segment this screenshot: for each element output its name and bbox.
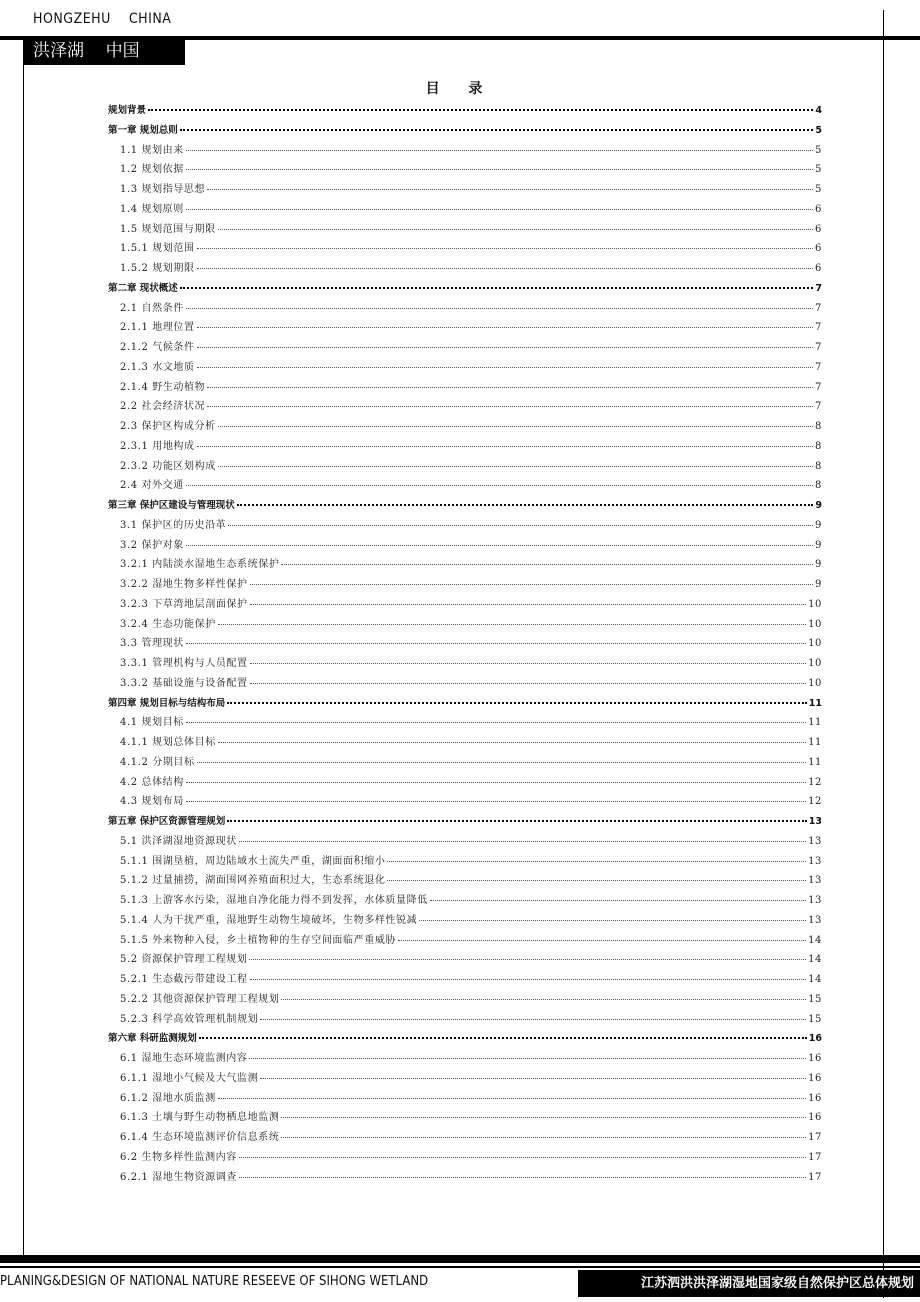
toc-section-entry[interactable] [108, 479, 822, 493]
toc-page-number: 16 [808, 1112, 822, 1124]
toc-dot-leader [249, 1057, 806, 1059]
toc-page-number: 11 [808, 697, 822, 709]
toc-page-number: 16 [808, 1053, 822, 1064]
toc-section-entry[interactable] [108, 1111, 822, 1125]
toc-section-entry[interactable] [108, 1013, 822, 1027]
toc-entry-label: 1.5.2 规划期限 [120, 263, 195, 274]
toc-dot-leader [281, 998, 806, 1000]
toc-dot-leader [218, 741, 806, 743]
toc-section-entry[interactable] [108, 618, 822, 632]
toc-entry-label: 2.1 自然条件 [120, 302, 184, 314]
toc-section-entry[interactable] [108, 341, 822, 355]
toc-section-entry[interactable] [108, 677, 822, 691]
toc-entry-label: 2.3.1 用地构成 [120, 440, 195, 452]
toc-entry-label: 4.1.1 规划总体目标 [120, 737, 216, 748]
toc-entry-label: 2.1.2 气候条件 [120, 342, 195, 353]
toc-dot-leader [186, 721, 806, 723]
toc-entry-label: 2.1.4 野生动植物 [120, 381, 206, 393]
toc-section-entry[interactable] [108, 460, 822, 474]
toc-dot-leader [218, 623, 806, 625]
toc-section-entry[interactable] [108, 183, 822, 197]
toc-entry-label: 4.1 规划目标 [120, 717, 184, 729]
toc-entry-label: 第四章 规划目标与结构布局 [108, 697, 226, 709]
toc-dot-leader [228, 524, 813, 526]
toc-page-number: 13 [808, 816, 822, 827]
footer-rule [0, 1255, 920, 1263]
toc-page-number: 13 [808, 875, 822, 887]
toc-dot-leader [250, 603, 806, 605]
toc-dot-leader [260, 1018, 806, 1020]
toc-entry-label: 6.2.1 湿地生物资源调查 [120, 1171, 238, 1183]
toc-dot-leader [281, 1116, 806, 1118]
toc-dot-leader [398, 939, 806, 941]
toc-dot-leader [186, 307, 813, 309]
toc-dot-leader [250, 583, 813, 585]
toc-page-number: 14 [808, 934, 822, 946]
toc-page-number: 13 [808, 914, 822, 926]
toc-dot-leader [148, 108, 813, 111]
toc-page-number: 6 [815, 263, 822, 274]
toc-entry-label: 4.1.2 分期目标 [120, 756, 195, 768]
toc-dot-leader [227, 701, 806, 704]
toc-dot-leader [387, 879, 806, 881]
toc-page-number: 11 [808, 756, 822, 768]
toc-entry-label: 4.2 总体结构 [120, 776, 184, 788]
toc-section-entry[interactable] [108, 874, 822, 888]
toc-entry-label: 5.1 洪泽湖湿地资源现状 [120, 835, 237, 847]
toc-section-entry[interactable] [108, 795, 822, 809]
toc-page-number: 5 [815, 184, 822, 195]
footer-chinese-title: 江苏泗洪洪泽湖湿地国家级自然保护区总体规划 [578, 1270, 920, 1297]
toc-section-entry[interactable] [108, 361, 822, 375]
toc-section-entry[interactable] [108, 953, 822, 967]
toc-page-number: 5 [815, 124, 822, 136]
toc-page-number: 8 [815, 460, 822, 472]
toc-page-number: 7 [815, 302, 822, 314]
toc-dot-leader [281, 563, 813, 565]
toc-entry-label: 1.4 规划原则 [120, 203, 184, 215]
toc-dot-leader [387, 860, 806, 862]
toc-entry-label: 3.2 保护对象 [120, 539, 184, 551]
toc-section-entry[interactable] [108, 558, 822, 572]
toc-chapter-entry[interactable] [108, 282, 822, 296]
toc-dot-leader [197, 326, 813, 328]
toc-page-number: 10 [808, 677, 822, 689]
toc-entry-label: 6.1.2 湿地水质监测 [120, 1092, 216, 1104]
toc-dot-leader [186, 642, 806, 644]
toc-dot-leader [186, 781, 806, 783]
toc-dot-leader [207, 188, 813, 190]
toc-section-entry[interactable] [108, 163, 822, 177]
toc-dot-leader [239, 1156, 806, 1158]
toc-section-entry[interactable] [108, 736, 822, 750]
toc-page-number: 17 [808, 1132, 822, 1143]
toc-section-entry[interactable] [108, 262, 822, 276]
toc-page-number: 17 [808, 1171, 822, 1183]
toc-entry-label: 5.2.1 生态截污带建设工程 [120, 974, 248, 985]
toc-dot-leader [218, 1097, 806, 1099]
toc-page-number: 4 [815, 105, 822, 116]
left-margin-line [23, 38, 24, 1256]
toc-section-entry[interactable] [108, 420, 822, 434]
toc-title: 目 录 [425, 81, 495, 97]
toc-dot-leader [186, 544, 813, 546]
toc-section-entry[interactable] [108, 894, 822, 908]
toc-section-entry[interactable] [108, 242, 822, 256]
toc-dot-leader [197, 267, 813, 269]
toc-entry-label: 第五章 保护区资源管理规划 [108, 816, 226, 827]
toc-section-entry[interactable] [108, 1131, 822, 1145]
toc-section-entry[interactable] [108, 716, 822, 730]
toc-page-number: 10 [808, 638, 822, 650]
toc-dot-leader [237, 503, 814, 506]
toc-section-entry[interactable] [108, 973, 822, 987]
toc-section-entry[interactable] [108, 657, 822, 671]
toc-section-entry[interactable] [108, 400, 822, 414]
toc-dot-leader [250, 682, 806, 684]
toc-entry-label: 2.2 社会经济状况 [120, 401, 206, 413]
toc-entry-label: 5.2.2 其他资源保护管理工程规划 [120, 993, 280, 1005]
toc-entry-label: 6.1 湿地生态环境监测内容 [120, 1053, 248, 1064]
toc-section-entry[interactable] [108, 598, 822, 612]
footer-english-title: PLANING&DESIGN OF NATIONAL NATURE RESEEVE OF SIHONG WETLAND [0, 1274, 429, 1289]
toc-page-number: 8 [815, 480, 822, 492]
toc-dot-leader [250, 978, 806, 980]
toc-entry-label: 3.2.3 下草湾地层剖面保护 [120, 598, 248, 610]
toc-dot-leader [239, 840, 806, 842]
toc-section-entry[interactable] [108, 1151, 822, 1165]
toc-entry-label: 1.5.1 规划范围 [120, 243, 195, 255]
toc-section-entry[interactable] [108, 776, 822, 790]
toc-page-number: 9 [815, 519, 822, 531]
toc-entry-label: 1.1 规划由来 [120, 144, 184, 156]
toc-entry-label: 2.1.1 地理位置 [120, 322, 195, 334]
toc-dot-leader [186, 149, 813, 151]
toc-dot-leader [218, 425, 813, 427]
footer-rule-thin [0, 1266, 920, 1268]
toc-section-entry[interactable] [108, 637, 822, 651]
toc-dot-leader [186, 800, 806, 802]
toc-dot-leader [186, 168, 813, 170]
toc-entry-label: 2.4 对外交通 [120, 480, 184, 492]
toc-page-number: 9 [815, 579, 822, 590]
toc-page-number: 6 [815, 243, 822, 255]
toc-page-number: 9 [815, 500, 822, 511]
toc-dot-leader [180, 286, 814, 289]
toc-page-number: 12 [808, 776, 822, 788]
toc-chapter-entry[interactable] [108, 1032, 822, 1046]
toc-page-number: 13 [808, 895, 822, 906]
toc-section-entry[interactable] [108, 835, 822, 849]
toc-dot-leader [197, 366, 813, 368]
toc-page-number: 6 [815, 203, 822, 215]
toc-section-entry[interactable] [108, 302, 822, 316]
toc-section-entry[interactable] [108, 440, 822, 454]
toc-dot-leader [260, 1077, 806, 1079]
toc-dot-leader [180, 128, 814, 131]
toc-page-number: 9 [815, 539, 822, 551]
toc-entry-label: 4.3 规划布局 [120, 796, 184, 808]
toc-page-number: 10 [808, 598, 822, 610]
toc-dot-leader [207, 386, 813, 388]
toc-section-entry[interactable] [108, 1092, 822, 1106]
toc-page-number: 14 [808, 974, 822, 985]
toc-page-number: 6 [815, 223, 822, 235]
toc-page-number: 17 [808, 1151, 822, 1163]
toc-page-number: 15 [808, 1013, 822, 1025]
toc-dot-leader [218, 228, 813, 230]
toc-dot-leader [281, 1136, 806, 1138]
toc-dot-leader [186, 484, 813, 486]
toc-entry-label: 5.2 资源保护管理工程规划 [120, 954, 248, 966]
toc-entry-label: 2.3 保护区构成分析 [120, 421, 216, 432]
toc-entry-label: 2.1.3 水文地质 [120, 361, 195, 373]
toc-entry-label: 5.1.5 外来物种入侵，乡土植物种的生存空间面临严重威胁 [120, 934, 397, 946]
toc-dot-leader [249, 958, 806, 960]
toc-page-number: 10 [808, 658, 822, 669]
toc-chapter-entry[interactable] [108, 499, 822, 513]
toc-page-number: 7 [815, 282, 822, 294]
toc-dot-leader [199, 1036, 807, 1039]
toc-page-number: 8 [815, 440, 822, 452]
toc-page-number: 7 [815, 322, 822, 334]
toc-dot-leader [197, 247, 813, 249]
toc-entry-label: 第二章 现状概述 [108, 282, 178, 294]
toc-entry-label: 6.2 生物多样性监测内容 [120, 1151, 237, 1163]
toc-page-number: 13 [808, 835, 822, 847]
toc-section-entry[interactable] [108, 519, 822, 533]
toc-chapter-entry[interactable] [108, 124, 822, 138]
toc-dot-leader [186, 208, 813, 210]
toc-page-number: 10 [808, 618, 822, 630]
toc-page-number: 16 [808, 1072, 822, 1084]
toc-section-entry[interactable] [108, 203, 822, 217]
toc-entry-label: 第一章 规划总则 [108, 124, 178, 136]
toc-section-entry[interactable] [108, 993, 822, 1007]
toc-chapter-entry[interactable] [108, 697, 822, 711]
toc-dot-leader [218, 465, 813, 467]
header-chinese-title: 洪泽湖 中国 [23, 38, 185, 65]
toc-entry-label: 6.1.4 生态环境监测评价信息系统 [120, 1132, 280, 1143]
toc-dot-leader [197, 761, 806, 763]
toc-entry-label: 1.2 规划依据 [120, 164, 184, 176]
toc-entry-label: 3.3.1 管理机构与人员配置 [120, 658, 248, 669]
toc-page-number: 7 [815, 381, 822, 393]
header-english-title: HONGZEHU CHINA [33, 11, 172, 27]
toc-section-entry[interactable] [108, 1072, 822, 1086]
toc-section-entry[interactable] [108, 1171, 822, 1185]
right-margin-line [883, 10, 884, 1298]
toc-entry-label: 3.2.4 生态功能保护 [120, 618, 216, 630]
toc-section-entry[interactable] [108, 223, 822, 237]
toc-chapter-entry[interactable] [108, 104, 822, 118]
toc-dot-leader [250, 662, 806, 664]
toc-page-number: 8 [815, 421, 822, 432]
toc-entry-label: 5.1.2 过量捕捞，湖面围网养殖面积过大，生态系统退化 [120, 875, 386, 887]
toc-section-entry[interactable] [108, 914, 822, 928]
toc-dot-leader [197, 346, 813, 348]
toc-dot-leader [207, 405, 813, 407]
toc-section-entry[interactable] [108, 934, 822, 948]
toc-page-number: 16 [808, 1033, 822, 1045]
toc-dot-leader [430, 899, 806, 901]
toc-section-entry[interactable] [108, 381, 822, 395]
toc-chapter-entry[interactable] [108, 815, 822, 829]
toc-entry-label: 1.3 规划指导思想 [120, 184, 206, 195]
toc-section-entry[interactable] [108, 578, 822, 592]
toc-section-entry[interactable] [108, 539, 822, 553]
toc-section-entry[interactable] [108, 144, 822, 158]
toc-page-number: 7 [815, 342, 822, 353]
toc-entry-label: 第三章 保护区建设与管理现状 [108, 500, 235, 511]
toc-page-number: 14 [808, 954, 822, 966]
toc-entry-label: 5.1.4 人为干扰严重，湿地野生动物生境破坏，生物多样性锐减 [120, 914, 418, 926]
toc-page-number: 5 [815, 144, 822, 156]
toc-entry-label: 2.3.2 功能区划构成 [120, 460, 216, 472]
toc-page-number: 9 [815, 559, 822, 571]
toc-page-number: 5 [815, 164, 822, 176]
toc-page-number: 7 [815, 361, 822, 373]
toc-dot-leader [419, 919, 806, 921]
toc-entry-label: 3.3.2 基础设施与设备配置 [120, 677, 248, 689]
toc-page-number: 7 [815, 401, 822, 413]
toc-entry-label: 5.2.3 科学高效管理机制规划 [120, 1013, 259, 1025]
toc-entry-label: 3.1 保护区的历史沿革 [120, 519, 227, 531]
toc-entry-label: 1.5 规划范围与期限 [120, 223, 216, 235]
toc-dot-leader [227, 819, 806, 822]
toc-entry-label: 规划背景 [108, 105, 147, 116]
toc-page-number: 15 [808, 993, 822, 1005]
toc-entry-label: 3.3 管理现状 [120, 638, 184, 650]
toc-page-number: 12 [808, 796, 822, 808]
toc-page-number: 11 [808, 717, 822, 729]
toc-dot-leader [239, 1176, 806, 1178]
toc-entry-label: 3.2.2 湿地生物多样性保护 [120, 579, 248, 590]
toc-page-number: 16 [808, 1092, 822, 1104]
toc-entry-label: 5.1.1 围湖垦植，周边陆域水土流失严重，湖面面积缩小 [120, 855, 386, 867]
toc-section-entry[interactable] [108, 1052, 822, 1066]
toc-page-number: 11 [808, 737, 822, 748]
toc-entry-label: 5.1.3 上游客水污染，湿地自净化能力得不到发挥，水体质量降低 [120, 895, 428, 906]
toc-section-entry[interactable] [108, 855, 822, 869]
toc-section-entry[interactable] [108, 321, 822, 335]
toc-entry-label: 6.1.3 土壤与野生动物栖息地监测 [120, 1112, 280, 1124]
toc-page-number: 13 [808, 855, 822, 867]
toc-entry-label: 第六章 科研监测规划 [108, 1033, 197, 1045]
toc-entry-label: 3.2.1 内陆淡水湿地生态系统保护 [120, 559, 280, 571]
toc-section-entry[interactable] [108, 756, 822, 770]
toc-entry-label: 6.1.1 湿地小气候及大气监测 [120, 1072, 259, 1084]
toc-dot-leader [197, 445, 813, 447]
